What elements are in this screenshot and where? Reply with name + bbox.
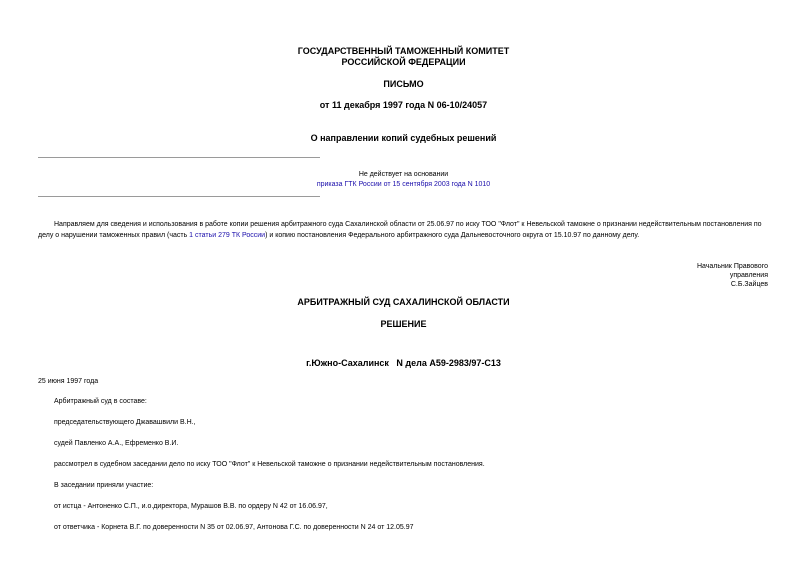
status-note: Не действует на основании: [358, 171, 449, 178]
document-type: ПИСЬМО: [383, 79, 424, 89]
body-text-after: ) и копию постановления Федерального арбитражного суда Дальневосточного округа от 15.10.97 по данному делу.: [265, 232, 640, 239]
decision-title: РЕШЕНИЕ: [380, 319, 427, 329]
signature-dept: управления: [729, 272, 768, 279]
decision-line: от ответчика - Корнета В.Г. по доверенности N 35 от 02.06.97, Антонова Г.С. по доверенности N 24 от 12.05.97: [54, 524, 414, 531]
decision-date: 25 июня 1997 года: [38, 378, 99, 385]
issuer-line-1: ГОСУДАРСТВЕННЫЙ ТАМОЖЕННЫЙ КОМИТЕТ: [297, 46, 510, 56]
decision-line: Арбитражный суд в составе:: [54, 398, 147, 405]
signature-title: Начальник Правового: [696, 263, 768, 270]
signature-name: С.Б.Зайцев: [730, 281, 768, 288]
status-link-wrap: [0, 180, 807, 190]
decision-place-case: г.Южно-Сахалинск N дела А59-2983/97-С13: [306, 358, 501, 368]
divider-top: [38, 157, 320, 158]
court-name: АРБИТРАЖНЫЙ СУД САХАЛИНСКОЙ ОБЛАСТИ: [297, 297, 510, 307]
status-link[interactable]: приказа ГТК России от 15 сентября 2003 года N 1010: [316, 181, 491, 188]
issuer-line-2: РОССИЙСКОЙ ФЕДЕРАЦИИ: [341, 57, 466, 67]
decision-line: от истца - Антоненко С.П., и.о.директора, Мурашов В.В. по ордеру N 42 от 16.06.97,: [54, 503, 328, 510]
body-text-before: Направляем для сведения и использования в работе копии решения арбитражного суда Сахалинской области от 25.06.97 по иску ТОО "Флот" к Невельской таможне о признании недействительным постановления по делу о нарушении таможенных правил (часть: [38, 221, 762, 239]
signature-block: [608, 262, 768, 289]
divider-bottom: [38, 196, 320, 197]
decision-line: председательствующего Джавашвили В.Н.,: [54, 419, 196, 426]
law-article-link[interactable]: 1 статьи 279 ТК России: [189, 232, 266, 239]
decision-line: В заседании приняли участие:: [54, 482, 154, 489]
body-paragraph: [38, 219, 770, 241]
decision-line: судей Павленко А.А., Ефременко В.И.: [54, 440, 179, 447]
document-subject: О направлении копий судебных решений: [310, 133, 497, 143]
document-date-number: от 11 декабря 1997 года N 06-10/24057: [319, 100, 488, 110]
decision-line: рассмотрел в судебном заседании дело по иску ТОО "Флот" к Невельской таможне о признании недействительным постановления.: [54, 461, 485, 468]
